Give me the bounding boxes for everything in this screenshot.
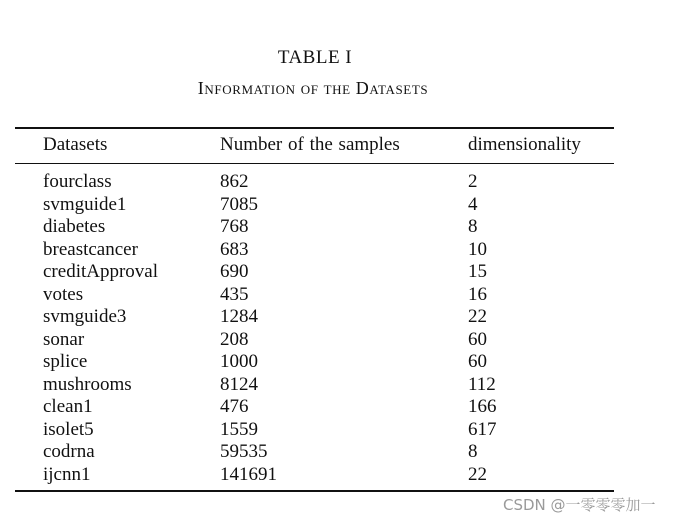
cell-samples: 208 [220,328,249,350]
cell-samples: 59535 [220,441,268,462]
table-label: TABLE I [277,47,353,68]
table-row [0,239,690,261]
cell-dimensionality: 166 [468,396,497,417]
cell-dataset: votes [43,283,84,305]
table-header-row [0,134,690,156]
table-row [0,329,690,351]
table-row [0,171,690,193]
cell-dimensionality: 10 [468,238,487,260]
cell-dataset: isolet5 [43,418,94,440]
header-number-of-samples: Number of the samples [220,134,400,155]
cell-samples: 1000 [220,351,258,372]
table-caption: Information of the Datasets [197,78,429,98]
watermark: CSDN @一零零零加一 [503,496,656,514]
bottom-rule [15,490,614,492]
table-row [0,351,690,373]
cell-samples: 8124 [220,373,258,395]
cell-dimensionality: 617 [468,418,497,440]
cell-dimensionality: 2 [468,171,478,192]
cell-dataset: splice [43,351,88,372]
cell-dimensionality: 15 [468,261,487,282]
cell-dataset: svmguide1 [43,193,127,215]
header-rule [15,163,614,164]
table-row [0,396,690,418]
cell-samples: 683 [220,238,249,260]
cell-samples: 1284 [220,306,258,327]
cell-dimensionality: 22 [468,463,487,485]
cell-samples: 435 [220,283,249,305]
cell-dataset: mushrooms [43,373,132,395]
table-row [0,261,690,283]
table-row [0,284,690,306]
cell-samples: 690 [220,261,249,282]
cell-dimensionality: 16 [468,283,487,305]
cell-dataset: creditApproval [43,261,159,282]
cell-dimensionality: 60 [468,351,487,372]
cell-dataset: ijcnn1 [43,463,91,485]
cell-dataset: svmguide3 [43,306,127,327]
table-row [0,464,690,486]
cell-dataset: sonar [43,328,85,350]
cell-dimensionality: 60 [468,328,487,350]
cell-dimensionality: 22 [468,306,487,327]
cell-samples: 768 [220,216,249,237]
cell-dataset: codrna [43,441,95,462]
top-rule [15,127,614,129]
table-row [0,441,690,463]
cell-dataset: diabetes [43,216,106,237]
table-row [0,419,690,441]
cell-samples: 476 [220,396,249,417]
cell-samples: 141691 [220,463,277,485]
cell-dimensionality: 8 [468,441,478,462]
cell-dimensionality: 112 [468,373,496,395]
cell-samples: 7085 [220,193,258,215]
cell-dataset: breastcancer [43,238,138,260]
table-row [0,216,690,238]
cell-samples: 862 [220,171,249,192]
cell-samples: 1559 [220,418,258,440]
table-row [0,374,690,396]
header-dimensionality: dimensionality [468,134,581,155]
header-datasets: Datasets [43,134,108,155]
cell-dataset: clean1 [43,396,93,417]
cell-dimensionality: 4 [468,193,478,215]
table-row [0,194,690,216]
cell-dataset: fourclass [43,171,112,192]
table-row [0,306,690,328]
cell-dimensionality: 8 [468,216,478,237]
